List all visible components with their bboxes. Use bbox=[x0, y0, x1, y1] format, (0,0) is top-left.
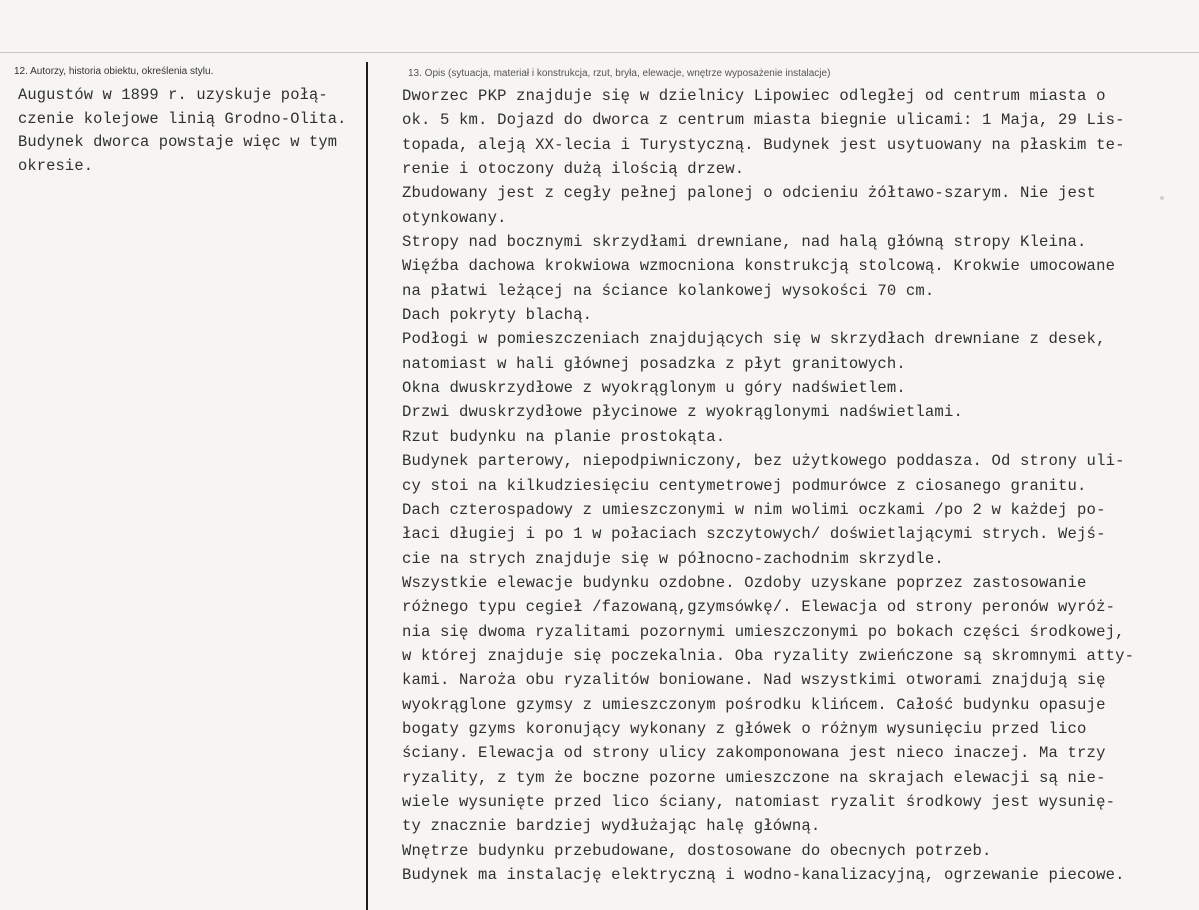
description-line: ok. 5 km. Dojazd do dworca z centrum miasta biegnie ulicami: 1 Maja, 29 Lis- bbox=[402, 111, 1125, 130]
description-line: ryzality, z tym że boczne pozorne umieszczone na skrajach elewacji są nie- bbox=[402, 768, 1106, 787]
description-line: Wszystkie elewacje budynku ozdobne. Ozdoby uzyskane poprzez zastosowanie bbox=[402, 573, 1087, 592]
history-line: czenie kolejowe linią Grodno-Olita. bbox=[18, 109, 347, 128]
description-line: nia się dwoma ryzalitami pozornymi umieszczonymi po bokach części środkowej, bbox=[402, 622, 1125, 641]
description-line: Stropy nad bocznymi skrzydłami drewniane, nad halą główną stropy Kleina. bbox=[402, 233, 1087, 252]
description-line: wyokrąglone gzymsy z umieszczonym pośrodku klińcem. Całość budynku opasuje bbox=[402, 695, 1106, 714]
description-line: w której znajduje się poczekalnia. Oba ryzality zwieńczone są skromnymi atty- bbox=[402, 646, 1135, 665]
description-line: cy stoi na kilkudziesięciu centymetrowej podmurówce z ciosanego granitu. bbox=[402, 476, 1087, 495]
description-line: wiele wysunięte przed lico ściany, natomiast ryzalit środkowy jest wysunię- bbox=[402, 792, 1116, 811]
description-line: Dworzec PKP znajduje się w dzielnicy Lipowiec odległej od centrum miasta o bbox=[402, 87, 1106, 105]
description-line: Zbudowany jest z cegły pełnej palonej o odcieniu żółtawo-szarym. Nie jest bbox=[402, 184, 1097, 203]
history-line: Budynek dworca powstaje więc w tym bbox=[18, 133, 338, 151]
description-line: otynkowany. bbox=[402, 208, 507, 227]
description-line: Okna dwuskrzydłowe z wyokrąglonym u góry nadświetlem. bbox=[402, 379, 906, 398]
description-line: różnego typu cegieł /fazowaną,gzymsówkę/. Elewacja od strony peronów wyróż- bbox=[402, 598, 1116, 617]
description-line: Budynek ma instalację elektryczną i wodno-kanalizacyjną, ogrzewanie piecowe. bbox=[402, 866, 1125, 884]
description-text-column bbox=[402, 84, 1192, 887]
section-13-header: 13. Opis (sytuacja, materiał i konstrukcja, rzut, bryła, elewacje, wnętrze wyposażenie instalacje) bbox=[408, 68, 831, 79]
description-line: Podłogi w pomieszczeniach znajdujących się w skrzydłach drewniane z desek, bbox=[402, 330, 1106, 349]
description-line: Rzut budynku na planie prostokąta. bbox=[402, 427, 726, 446]
description-line: Drzwi dwuskrzydłowe płycinowe z wyokrąglonymi nadświetlami. bbox=[402, 403, 963, 422]
description-line: Dach czterospadowy z umieszczonymi w nim wolimi oczkami /po 2 w każdej po- bbox=[402, 500, 1106, 519]
description-line: Więźba dachowa krokwiowa wzmocniona konstrukcją stolcową. Krokwie umocowane bbox=[402, 257, 1116, 276]
description-line: ściany. Elewacja od strony ulicy zakomponowana jest nieco inaczej. Ma trzy bbox=[402, 744, 1106, 763]
description-line: natomiast w hali głównej posadzka z płyt granitowych. bbox=[402, 354, 906, 373]
description-line: na płatwi leżącej na ściance kolankowej wysokości 70 cm. bbox=[402, 281, 935, 300]
description-line: bogaty gzyms koronujący wykonany z główek o różnym wysunięciu przed lico bbox=[402, 719, 1087, 738]
section-12-header: 12. Autorzy, historia obiektu, określenia stylu. bbox=[14, 66, 214, 77]
description-line: Wnętrze budynku przebudowane, dostosowane do obecnych potrzeb. bbox=[402, 841, 992, 860]
history-line: Augustów w 1899 r. uzyskuje połą- bbox=[18, 86, 328, 104]
history-text-column bbox=[18, 84, 370, 178]
description-line: ty znacznie bardziej wydłużając halę główną. bbox=[402, 817, 821, 836]
description-line: kami. Naroża obu ryzalitów boniowane. Nad wszystkimi otworami znajdują się bbox=[402, 671, 1106, 690]
column-divider bbox=[366, 62, 368, 910]
description-line: Dach pokryty blachą. bbox=[402, 306, 593, 325]
description-line: cie na strych znajduje się w północno-zachodnim skrzydle. bbox=[402, 549, 944, 568]
description-line: Budynek parterowy, niepodpiwniczony, bez użytkowego poddasza. Od strony uli- bbox=[402, 452, 1125, 471]
top-rule bbox=[0, 52, 1199, 53]
description-line: łaci długiej i po 1 w połaciach szczytowych/ doświetlającymi strych. Wejś- bbox=[402, 525, 1106, 544]
description-line: renie i otoczony dużą ilością drzew. bbox=[402, 160, 745, 179]
history-line: okresie. bbox=[18, 156, 94, 175]
description-line: topada, aleją XX-lecia i Turystyczną. Budynek jest usytuowany na płaskim te- bbox=[402, 135, 1125, 154]
